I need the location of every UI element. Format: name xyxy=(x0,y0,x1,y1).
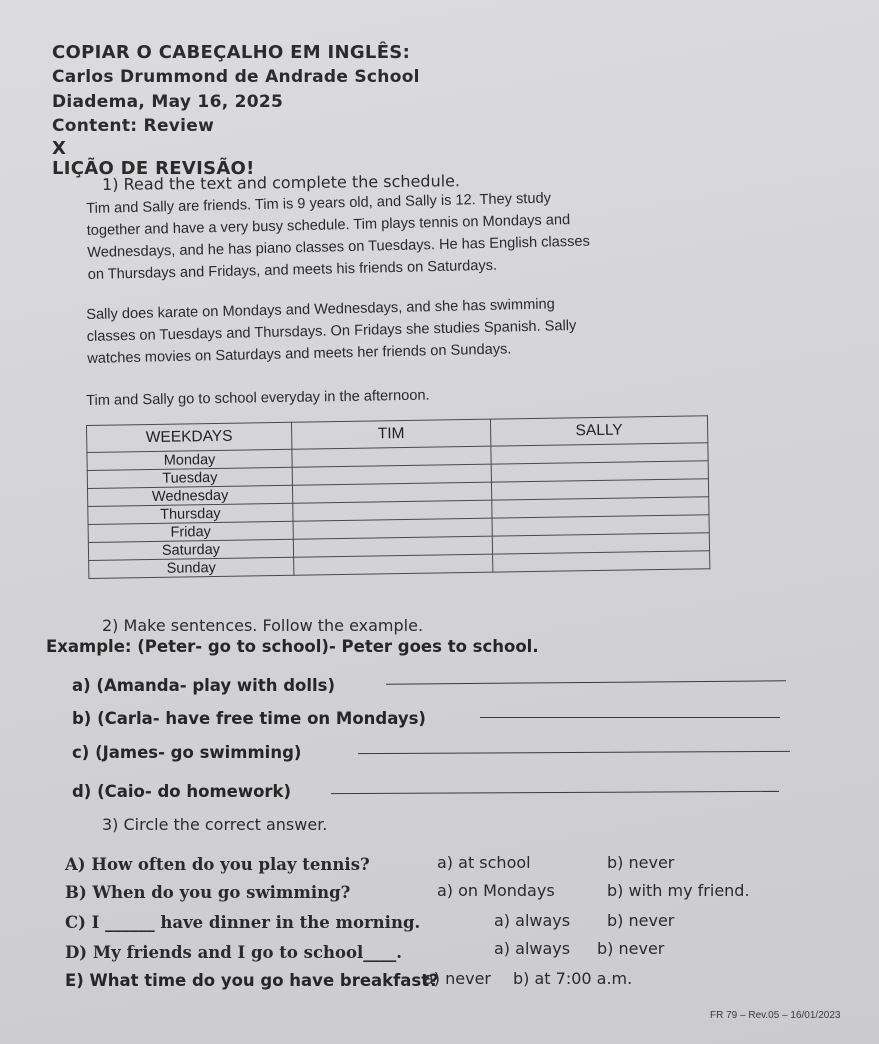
content-line: Content: Review xyxy=(52,116,215,136)
weekday-cell: Friday xyxy=(88,521,293,542)
q2-example: Example: (Peter- go to school)- Peter goes to school. xyxy=(46,637,539,656)
paragraph-line: Wednesdays, and he has piano classes on Tuesdays. He has English classes xyxy=(87,233,591,261)
tim-answer-cell[interactable] xyxy=(294,554,493,575)
header-weekdays: WEEKDAYS xyxy=(87,422,292,452)
q3-item-e-question: E) What time do you go have breakfast? xyxy=(65,971,439,990)
sally-answer-cell[interactable] xyxy=(493,551,710,572)
q3-item-d-blank[interactable]: ____ xyxy=(363,943,397,962)
weekday-cell: Monday xyxy=(87,449,292,470)
q3-item-e-option-a[interactable]: a) never xyxy=(424,969,492,988)
schedule-table xyxy=(86,415,710,579)
q3-prompt: 3) Circle the correct answer. xyxy=(102,815,328,834)
q3-item-c-option-a[interactable]: a) always xyxy=(494,911,571,930)
x-mark: X xyxy=(52,138,67,159)
q3-item-a-option-a[interactable]: a) at school xyxy=(437,853,531,872)
answer-line-c[interactable] xyxy=(358,751,790,754)
lesson-title: LIÇÃO DE REVISÃO! xyxy=(52,158,255,179)
q3-item-d-prefix: D) My friends and I go to school xyxy=(65,943,364,962)
q3-item-c-option-b[interactable]: b) never xyxy=(607,911,675,930)
paragraph-line: watches movies on Saturdays and meets her friends on Sundays. xyxy=(87,341,512,367)
q2-item-b: b) (Carla- have free time on Mondays) xyxy=(72,709,426,728)
q3-item-c-blank[interactable]: ______ xyxy=(105,913,155,932)
school-name: Carlos Drummond de Andrade School xyxy=(52,67,420,87)
q3-item-a-option-b[interactable]: b) never xyxy=(607,853,675,872)
q1-prompt: 1) Read the text and complete the schedule. xyxy=(102,171,461,194)
q1-paragraph-school: Tim and Sally go to school everyday in the afternoon. xyxy=(86,387,430,409)
q3-item-a-question: A) How often do you play tennis? xyxy=(65,855,370,874)
paragraph-line: Tim and Sally are friends. Tim is 9 years old, and Sally is 12. They study xyxy=(86,190,552,217)
answer-line-a[interactable] xyxy=(386,680,786,684)
answer-line-b[interactable] xyxy=(480,717,780,718)
q2-prompt: 2) Make sentences. Follow the example. xyxy=(102,616,424,635)
date-line: Diadema, May 16, 2025 xyxy=(52,92,284,112)
weekday-cell: Saturday xyxy=(88,539,293,560)
q3-item-c-prefix: C) I xyxy=(65,913,100,932)
q2-item-d: d) (Caio- do homework) xyxy=(72,782,292,801)
answer-line-d[interactable] xyxy=(331,791,779,794)
q2-item-c: c) (James- go swimming) xyxy=(72,743,302,762)
q3-item-b-option-a[interactable]: a) on Mondays xyxy=(437,881,555,900)
q3-item-c-question xyxy=(65,913,420,932)
header-sally: SALLY xyxy=(490,416,707,446)
q3-item-d-question xyxy=(65,943,402,962)
paragraph-line: on Thursdays and Fridays, and meets his friends on Saturdays. xyxy=(87,257,498,283)
copy-header-instruction: COPIAR O CABEÇALHO EM INGLÊS: xyxy=(52,42,411,63)
q1-paragraph-sally xyxy=(86,293,577,370)
weekday-cell: Sunday xyxy=(89,557,294,578)
paragraph-line: classes on Tuesdays and Thursdays. On Fridays she studies Spanish. Sally xyxy=(86,317,577,345)
header-tim: TIM xyxy=(291,419,490,449)
q3-item-d-suffix: . xyxy=(396,943,403,962)
weekday-cell: Tuesday xyxy=(87,467,292,488)
q1-paragraph-tim xyxy=(86,187,591,286)
paragraph-line: Sally does karate on Mondays and Wednesdays, and she has swimming xyxy=(86,296,555,323)
q3-item-c-suffix: have dinner in the morning. xyxy=(160,913,421,932)
q2-item-a: a) (Amanda- play with dolls) xyxy=(72,676,336,695)
form-reference: FR 79 – Rev.05 – 16/01/2023 xyxy=(710,1010,841,1021)
q3-item-b-question: B) When do you go swimming? xyxy=(65,883,351,902)
q3-item-e-option-b[interactable]: b) at 7:00 a.m. xyxy=(513,969,633,988)
paragraph-line: together and have a very busy schedule. Tim plays tennis on Mondays and xyxy=(86,212,571,239)
q3-item-d-option-b[interactable]: b) never xyxy=(597,939,665,958)
q3-item-b-option-b[interactable]: b) with my friend. xyxy=(607,881,750,900)
weekday-cell: Thursday xyxy=(88,503,293,524)
weekday-cell: Wednesday xyxy=(87,485,292,506)
q3-item-d-option-a[interactable]: a) always xyxy=(494,939,571,958)
